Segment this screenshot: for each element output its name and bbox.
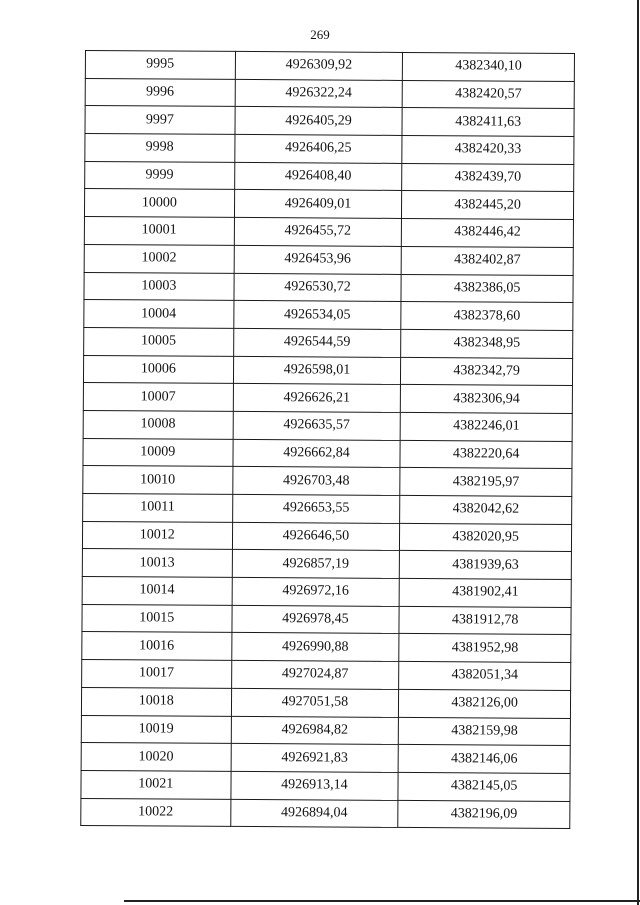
table-row bbox=[85, 51, 574, 82]
table-row bbox=[83, 355, 572, 386]
point-number-cell: 9999 bbox=[85, 161, 235, 190]
point-number-cell: 10022 bbox=[81, 798, 231, 827]
table-row bbox=[83, 438, 572, 469]
y-coordinate-cell: 4382020,95 bbox=[400, 523, 572, 552]
coordinates-table-body bbox=[81, 51, 575, 829]
point-number-cell: 10019 bbox=[81, 715, 231, 744]
x-coordinate-cell: 4926406,25 bbox=[234, 134, 402, 163]
y-coordinate-cell: 4382439,70 bbox=[402, 163, 574, 192]
x-coordinate-cell: 4926544,59 bbox=[233, 328, 401, 357]
y-coordinate-cell: 4382306,94 bbox=[401, 385, 573, 414]
x-coordinate-cell: 4926534,05 bbox=[233, 301, 401, 330]
y-coordinate-cell: 4382051,34 bbox=[399, 662, 571, 691]
point-number-cell: 9995 bbox=[85, 51, 235, 80]
point-number-cell: 10008 bbox=[83, 410, 233, 439]
point-number-cell: 10001 bbox=[84, 217, 234, 246]
table-row bbox=[85, 161, 574, 192]
x-coordinate-cell: 4926322,24 bbox=[235, 79, 403, 108]
table-row bbox=[82, 632, 571, 663]
y-coordinate-cell: 4382348,95 bbox=[401, 329, 573, 358]
y-coordinate-cell: 4382411,63 bbox=[402, 108, 574, 137]
point-number-cell: 10004 bbox=[84, 300, 234, 329]
x-coordinate-cell: 4926530,72 bbox=[234, 273, 402, 302]
x-coordinate-cell: 4926972,16 bbox=[232, 577, 400, 606]
point-number-cell: 10000 bbox=[84, 189, 234, 218]
table-row bbox=[83, 410, 572, 441]
y-coordinate-cell: 4382386,05 bbox=[401, 274, 573, 303]
y-coordinate-cell: 4381952,98 bbox=[399, 634, 571, 663]
y-coordinate-cell: 4382159,98 bbox=[399, 717, 571, 746]
scan-edge-right bbox=[637, 0, 639, 905]
point-number-cell: 9998 bbox=[85, 134, 235, 163]
point-number-cell: 9996 bbox=[85, 78, 235, 107]
y-coordinate-cell: 4381912,78 bbox=[399, 606, 571, 635]
y-coordinate-cell: 4382145,05 bbox=[398, 772, 570, 801]
y-coordinate-cell: 4382445,20 bbox=[402, 191, 574, 220]
y-coordinate-cell: 4381939,63 bbox=[400, 551, 572, 580]
y-coordinate-cell: 4382220,64 bbox=[400, 440, 572, 469]
scan-edge-bottom bbox=[124, 900, 640, 902]
table-row bbox=[84, 189, 573, 220]
x-coordinate-cell: 4926455,72 bbox=[234, 218, 402, 247]
table-row bbox=[83, 493, 572, 524]
y-coordinate-cell: 4382340,10 bbox=[403, 52, 575, 81]
x-coordinate-cell: 4926405,29 bbox=[235, 107, 403, 136]
table-row bbox=[81, 687, 570, 718]
y-coordinate-cell: 4382126,00 bbox=[399, 689, 571, 718]
point-number-cell: 10006 bbox=[83, 355, 233, 384]
table-row bbox=[82, 549, 571, 580]
y-coordinate-cell: 4382420,33 bbox=[402, 136, 574, 165]
x-coordinate-cell: 4926598,01 bbox=[233, 356, 401, 385]
y-coordinate-cell: 4382146,06 bbox=[398, 745, 570, 774]
x-coordinate-cell: 4926990,88 bbox=[231, 633, 399, 662]
x-coordinate-cell: 4926309,92 bbox=[235, 51, 403, 80]
y-coordinate-cell: 4382446,42 bbox=[402, 219, 574, 248]
point-number-cell: 10017 bbox=[82, 660, 232, 689]
y-coordinate-cell: 4382195,97 bbox=[400, 468, 572, 497]
table-row bbox=[85, 134, 574, 165]
table-row bbox=[82, 577, 571, 608]
x-coordinate-cell: 4926978,45 bbox=[232, 605, 400, 634]
table-row bbox=[83, 466, 572, 497]
x-coordinate-cell: 4927024,87 bbox=[231, 661, 399, 690]
table-row bbox=[82, 660, 571, 691]
x-coordinate-cell: 4926662,84 bbox=[233, 439, 401, 468]
coordinates-table bbox=[80, 50, 575, 829]
table-row bbox=[84, 300, 573, 331]
point-number-cell: 10011 bbox=[83, 493, 233, 522]
x-coordinate-cell: 4926913,14 bbox=[230, 771, 398, 800]
x-coordinate-cell: 4926626,21 bbox=[233, 384, 401, 413]
x-coordinate-cell: 4926857,19 bbox=[232, 550, 400, 579]
x-coordinate-cell: 4926409,01 bbox=[234, 190, 402, 219]
x-coordinate-cell: 4926703,48 bbox=[232, 467, 400, 496]
table-row bbox=[84, 272, 573, 303]
table-row bbox=[82, 521, 571, 552]
x-coordinate-cell: 4926653,55 bbox=[232, 494, 400, 523]
point-number-cell: 10014 bbox=[82, 577, 232, 606]
x-coordinate-cell: 4927051,58 bbox=[231, 688, 399, 717]
y-coordinate-cell: 4382196,09 bbox=[398, 800, 570, 829]
point-number-cell: 10018 bbox=[81, 687, 231, 716]
table-row bbox=[81, 715, 570, 746]
y-coordinate-cell: 4381902,41 bbox=[399, 578, 571, 607]
y-coordinate-cell: 4382378,60 bbox=[401, 302, 573, 331]
point-number-cell: 10002 bbox=[84, 244, 234, 273]
y-coordinate-cell: 4382246,01 bbox=[400, 412, 572, 441]
point-number-cell: 10013 bbox=[82, 549, 232, 578]
x-coordinate-cell: 4926635,57 bbox=[233, 411, 401, 440]
page-number: 269 bbox=[310, 27, 330, 42]
point-number-cell: 10010 bbox=[83, 466, 233, 495]
table-row bbox=[84, 244, 573, 275]
point-number-cell: 10005 bbox=[84, 327, 234, 356]
table-row bbox=[81, 743, 570, 774]
table-row bbox=[81, 770, 570, 801]
x-coordinate-cell: 4926894,04 bbox=[230, 799, 398, 828]
point-number-cell: 10016 bbox=[82, 632, 232, 661]
point-number-cell: 10020 bbox=[81, 743, 231, 772]
table-row bbox=[85, 106, 574, 137]
y-coordinate-cell: 4382342,79 bbox=[401, 357, 573, 386]
point-number-cell: 10009 bbox=[83, 438, 233, 467]
point-number-cell: 9997 bbox=[85, 106, 235, 135]
point-number-cell: 10015 bbox=[82, 604, 232, 633]
point-number-cell: 10021 bbox=[81, 770, 231, 799]
y-coordinate-cell: 4382042,62 bbox=[400, 495, 572, 524]
x-coordinate-cell: 4926453,96 bbox=[234, 245, 402, 274]
x-coordinate-cell: 4926984,82 bbox=[231, 716, 399, 745]
y-coordinate-cell: 4382402,87 bbox=[401, 246, 573, 275]
table-row bbox=[85, 78, 574, 109]
x-coordinate-cell: 4926921,83 bbox=[231, 744, 399, 773]
y-coordinate-cell: 4382420,57 bbox=[402, 80, 574, 109]
point-number-cell: 10003 bbox=[84, 272, 234, 301]
table-row bbox=[82, 604, 571, 635]
table-row bbox=[81, 798, 570, 829]
point-number-cell: 10012 bbox=[82, 521, 232, 550]
table-row bbox=[84, 217, 573, 248]
x-coordinate-cell: 4926646,50 bbox=[232, 522, 400, 551]
x-coordinate-cell: 4926408,40 bbox=[234, 162, 402, 191]
table-row bbox=[84, 327, 573, 358]
table-row bbox=[83, 383, 572, 414]
point-number-cell: 10007 bbox=[83, 383, 233, 412]
